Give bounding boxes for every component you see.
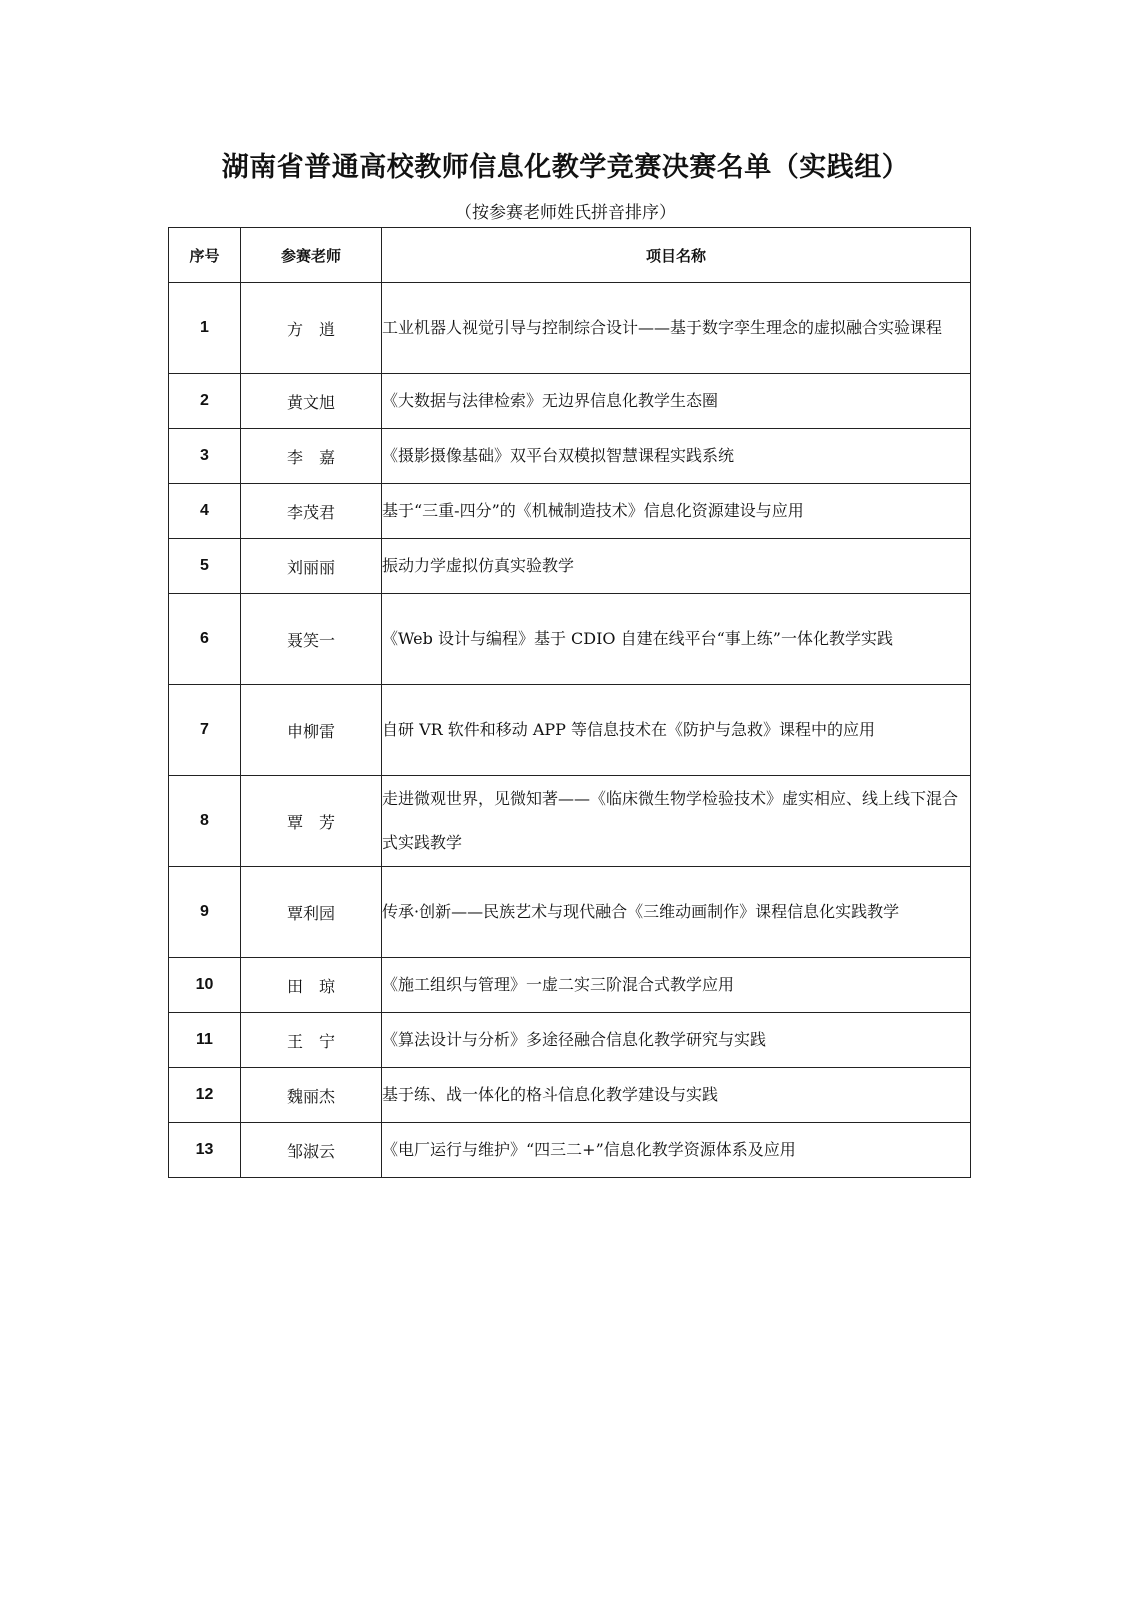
page-title: 湖南省普通高校教师信息化教学竞赛决赛名单（实践组） xyxy=(221,152,910,183)
row-index: 5 xyxy=(169,539,241,594)
table-row xyxy=(169,594,971,685)
row-project: 基于“三重-四分”的《机械制造技术》信息化资源建设与应用 xyxy=(382,484,971,539)
row-teacher: 李 嘉 xyxy=(241,429,382,484)
row-index: 1 xyxy=(169,283,241,374)
row-project: 《电厂运行与维护》“四三二+”信息化教学资源体系及应用 xyxy=(382,1123,971,1178)
table-row xyxy=(169,283,971,374)
row-project: 《算法设计与分析》多途径融合信息化教学研究与实践 xyxy=(382,1013,971,1068)
row-teacher: 方 逍 xyxy=(241,283,382,374)
row-project: 《摄影摄像基础》双平台双模拟智慧课程实践系统 xyxy=(382,429,971,484)
table-header-row xyxy=(169,228,971,283)
row-index: 12 xyxy=(169,1068,241,1123)
row-project: 基于练、战一体化的格斗信息化教学建设与实践 xyxy=(382,1068,971,1123)
row-index: 3 xyxy=(169,429,241,484)
table-row xyxy=(169,1013,971,1068)
row-teacher: 覃 芳 xyxy=(241,776,382,867)
row-project: 工业机器人视觉引导与控制综合设计——基于数字孪生理念的虚拟融合实验课程 xyxy=(382,283,971,374)
row-teacher: 魏丽杰 xyxy=(241,1068,382,1123)
row-teacher: 申柳雷 xyxy=(241,685,382,776)
finalist-table xyxy=(168,227,971,1178)
row-project: 传承·创新——民族艺术与现代融合《三维动画制作》课程信息化实践教学 xyxy=(382,867,971,958)
row-index: 2 xyxy=(169,374,241,429)
table-row xyxy=(169,867,971,958)
row-index: 6 xyxy=(169,594,241,685)
row-index: 13 xyxy=(169,1123,241,1178)
row-index: 4 xyxy=(169,484,241,539)
row-project: 《Web 设计与编程》基于 CDIO 自建在线平台“事上练”一体化教学实践 xyxy=(382,594,971,685)
row-index: 11 xyxy=(169,1013,241,1068)
row-teacher: 刘丽丽 xyxy=(241,539,382,594)
row-project: 走进微观世界，见微知著——《临床微生物学检验技术》虚实相应、线上线下混合式实践教学 xyxy=(382,776,971,867)
header-index: 序号 xyxy=(169,228,241,283)
row-index: 7 xyxy=(169,685,241,776)
row-teacher: 李茂君 xyxy=(241,484,382,539)
table-row xyxy=(169,685,971,776)
row-index: 8 xyxy=(169,776,241,867)
row-teacher: 黄文旭 xyxy=(241,374,382,429)
row-index: 9 xyxy=(169,867,241,958)
table-row xyxy=(169,1068,971,1123)
table-row xyxy=(169,1123,971,1178)
row-index: 10 xyxy=(169,958,241,1013)
table-row xyxy=(169,374,971,429)
header-project: 项目名称 xyxy=(382,228,971,283)
table-row xyxy=(169,429,971,484)
table-row xyxy=(169,539,971,594)
row-project: 《大数据与法律检索》无边界信息化教学生态圈 xyxy=(382,374,971,429)
row-teacher: 田 琼 xyxy=(241,958,382,1013)
header-teacher: 参赛老师 xyxy=(241,228,382,283)
row-project: 《施工组织与管理》一虚二实三阶混合式教学应用 xyxy=(382,958,971,1013)
row-project: 自研 VR 软件和移动 APP 等信息技术在《防护与急救》课程中的应用 xyxy=(382,685,971,776)
table-row xyxy=(169,484,971,539)
row-teacher: 王 宁 xyxy=(241,1013,382,1068)
table-row xyxy=(169,776,971,867)
row-teacher: 覃利园 xyxy=(241,867,382,958)
row-teacher: 邹淑云 xyxy=(241,1123,382,1178)
row-teacher: 聂笑一 xyxy=(241,594,382,685)
table-row xyxy=(169,958,971,1013)
row-project: 振动力学虚拟仿真实验教学 xyxy=(382,539,971,594)
page-subtitle: （按参赛老师姓氏拼音排序） xyxy=(455,203,676,223)
